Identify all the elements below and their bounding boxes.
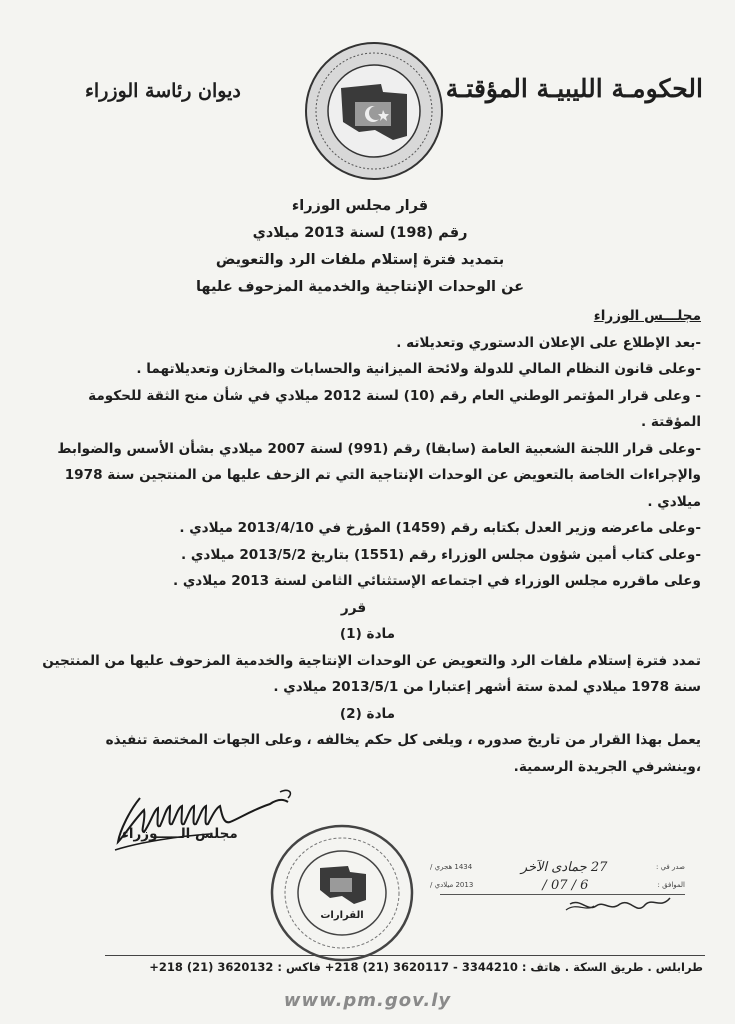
article-2-title: مادة (2) — [339, 705, 396, 722]
stamp-label: القرارات — [320, 910, 364, 921]
handwritten-note — [540, 890, 680, 918]
footer-divider — [105, 955, 705, 956]
decree-number: رقم (198) لسنة 2013 ميلادي — [252, 225, 468, 241]
footer-address: طرابلس . طريق السكة . هاتف : 3344210 - 3620117 (21) 218+ فاكس : 3620132 (21) 218+ — [149, 960, 703, 974]
article-2-text: يعمل بهذا القرار من تاريخ صدوره ، ويلغى كل حكم يخالفه ، وعلى الجهات المختصة تنفيذه ،وينشرفي الجريدة الرسمية. — [105, 732, 701, 775]
recital-2: -وعلى قانون النظام المالي للدولة ولائحة الميزانية والحسابات والمخازن وتعديلاتهما . — [136, 361, 701, 377]
recital-4: -وعلى قرار اللجنة الشعبية العامة (سابقا) رقم (991) لسنة 2007 ميلادي بشأن الأسس والضوابط والإجراءات الخاصة بالتعويض عن الوحدات الإنتاجية التي تم الزحف عليها من المنتجين سنة 1978 ميلادي . — [57, 440, 701, 510]
recital-3: - وعلى قرار المؤتمر الوطني العام رقم (10) لسنة 2012 ميلادي في شأن منح الثقة للحكومة المؤقتة . — [88, 387, 701, 430]
decree-titles — [150, 193, 570, 301]
issued-value: 27 جمادى الآخر — [520, 859, 608, 875]
government-seal — [303, 40, 445, 182]
corresponding-label: الموافق : — [657, 881, 685, 889]
gregorian-year: 2013 ميلادي / — [430, 881, 474, 889]
decided-heading: قرر — [340, 599, 367, 616]
office-name: ديوان رئاسة الوزراء — [85, 80, 241, 102]
decree-body — [34, 303, 701, 780]
government-name: الحكومـة الليبيـة المؤقتـة — [445, 74, 703, 103]
article-1-text: تمدد فترة إستلام ملفات الرد والتعويض عن الوحدات الإنتاجية والخدمية المزحوف عليها من المنتجين سنة 1978 ميلادي لمدة ستة أشهر إعتبارا من 2013/5/1 ميلادي . — [42, 652, 701, 695]
recital-6: -وعلى كتاب أمين شؤون مجلس الوزراء رقم (1551) بتاريخ 2013/5/2 ميلادي . — [180, 546, 701, 563]
signature-label: مجلس الـــــوزراء — [122, 826, 238, 842]
website-link[interactable]: www.pm.gov.ly — [283, 990, 452, 1011]
hijri-year: 1434 هجري / — [430, 863, 473, 871]
issued-label: صدر في : — [656, 863, 685, 871]
council-heading: مجلـــس الوزراء — [593, 308, 701, 324]
decree-subject-line-1: بتمديد فترة إستلام ملفات الرد والتعويض — [215, 252, 505, 268]
recital-7: وعلى ماقرره مجلس الوزراء في اجتماعه الإستثنائي الثامن لسنة 2013 ميلادي . — [172, 573, 701, 589]
decree-heading: قرار مجلس الوزراء — [291, 198, 429, 214]
article-1-title: مادة (1) — [339, 626, 396, 642]
issue-date-block — [430, 858, 685, 894]
decree-subject-line-2: عن الوحدات الإنتاجية والخدمية المزحوف عليها — [195, 279, 525, 295]
recital-5: -وعلى ماعرضه وزير العدل بكتابه رقم (1459) المؤرخ في 2013/4/10 ميلادي . — [179, 520, 701, 536]
decisions-stamp — [268, 822, 416, 964]
recital-1: -بعد الإطلاع على الإعلان الدستوري وتعديلاته . — [396, 334, 701, 351]
corresponding-value: 6 / 07 / — [542, 877, 589, 893]
